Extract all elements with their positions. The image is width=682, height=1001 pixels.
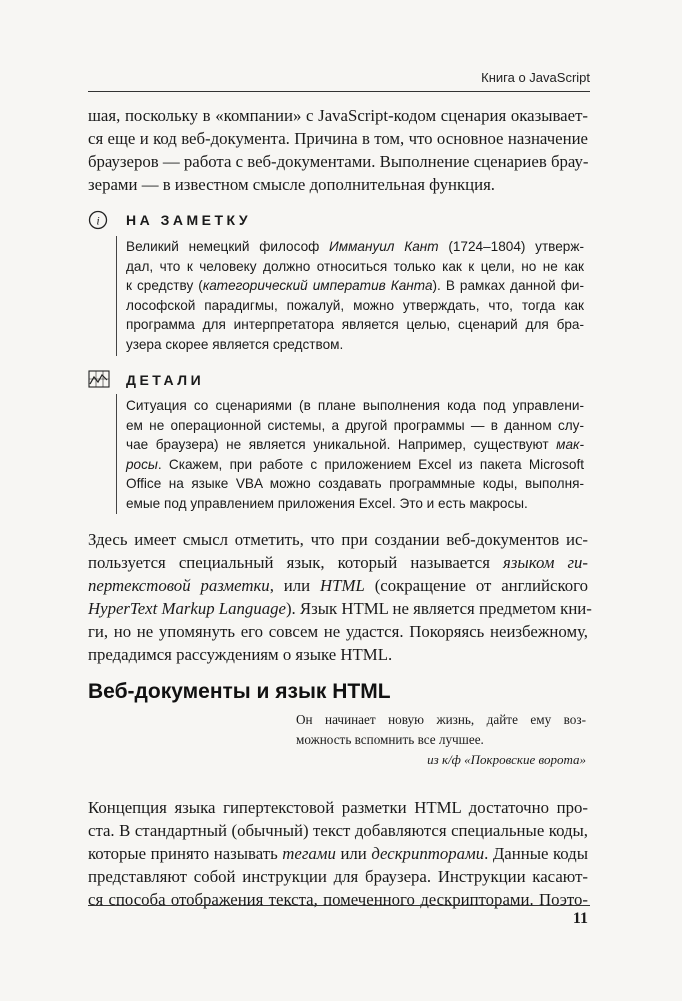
page-number: 11 — [572, 910, 588, 927]
note-title: НА ЗАМЕТКУ — [126, 212, 252, 228]
text-line: Ситуация со сценариями (в плане выполнения кода под управлени- — [126, 398, 584, 413]
note-bar — [116, 236, 117, 356]
text-line: HyperText Markup Language). Язык HTML не является предметом кни- — [88, 599, 592, 618]
text-line: ста. В стандартный (обычный) текст добавляются специальные коды, — [88, 821, 588, 840]
section-heading: Веб-документы и язык HTML — [88, 680, 391, 703]
text-line: чае браузера) не является уникальной. Например, существуют мак- — [126, 437, 584, 453]
text-line: Он начинает новую жизнь, дайте ему воз- — [296, 712, 586, 727]
text-line: узера скорее является средством. — [126, 336, 344, 352]
text-line: емые под управлением приложения Excel. Это и есть макросы. — [126, 495, 528, 511]
header-rule — [88, 91, 590, 92]
text-line: Великий немецкий философ Иммануил Кант (1724–1804) утверж- — [126, 239, 584, 254]
epigraph-source: из к/ф «Покровские ворота» — [427, 752, 586, 767]
details-title: ДЕТАЛИ — [126, 372, 205, 388]
text-line: к средству (категорический императив Канта). В рамках данной фи- — [126, 278, 585, 294]
text-line: Здесь имеет смысл отметить, что при создании веб-документов ис- — [88, 530, 588, 549]
text-line: Office на языке VBA можно создавать программные коды, выполня- — [126, 476, 584, 492]
text-line: ся способа отображения текста, помеченного дескрипторами. Поэто- — [88, 890, 588, 909]
text-line: шая, поскольку в «компании» с JavaScript-кодом сценария оказывает- — [88, 106, 588, 125]
text-line: браузеров — работа с веб-документами. Выполнение сценариев брау- — [88, 152, 589, 171]
text-line: ся еще и код веб-документа. Причина в том, что основное назначение — [88, 129, 588, 148]
text-line: предадимся рассуждениям о языке HTML. — [88, 645, 393, 664]
text-line: дал, что к человеку должно относиться только как к цели, но не как — [126, 258, 584, 274]
text-line: представляют собой инструкции для браузера. Инструкции касают- — [88, 867, 588, 886]
note-body — [126, 237, 584, 355]
intro-paragraph — [88, 104, 588, 196]
footer-rule — [88, 905, 590, 906]
concept-paragraph — [88, 796, 588, 911]
running-head: Книга о JavaScript — [481, 70, 590, 85]
html-paragraph — [88, 528, 592, 666]
info-icon — [88, 210, 108, 230]
chart-icon — [88, 370, 110, 388]
text-line: росы. Скажем, при работе с приложением Excel из пакета Microsoft — [126, 456, 584, 472]
svg-text:i: i — [96, 213, 100, 228]
details-body — [126, 396, 584, 514]
details-bar — [116, 394, 117, 514]
text-line: лософской парадигмы, пожалуй, можно утверждать, что, тогда как — [126, 297, 584, 313]
text-line: ги, но не упомянуть его совсем не удастся. Покоряясь неизбежному, — [88, 622, 588, 641]
text-line: можность вспомнить все лучшее. — [296, 732, 484, 747]
text-line: пертекстовой разметки, или HTML (сокращение от английского — [88, 576, 589, 595]
text-line: которые принято называть тегами или дескрипторами. Данные коды — [88, 844, 588, 863]
text-line: программа для интерпретатора является целью, сценарий для бра- — [126, 317, 584, 333]
epigraph — [296, 710, 586, 750]
text-line: Концепция языка гипертекстовой разметки HTML достаточно про- — [88, 798, 588, 817]
text-line: зерами — в известном смысле дополнительная функция. — [88, 175, 495, 194]
text-line: ем не операционной системы, а другой программы — в данном слу- — [126, 417, 584, 433]
text-line: пользуется специальный язык, который называется языком ги- — [88, 553, 588, 572]
